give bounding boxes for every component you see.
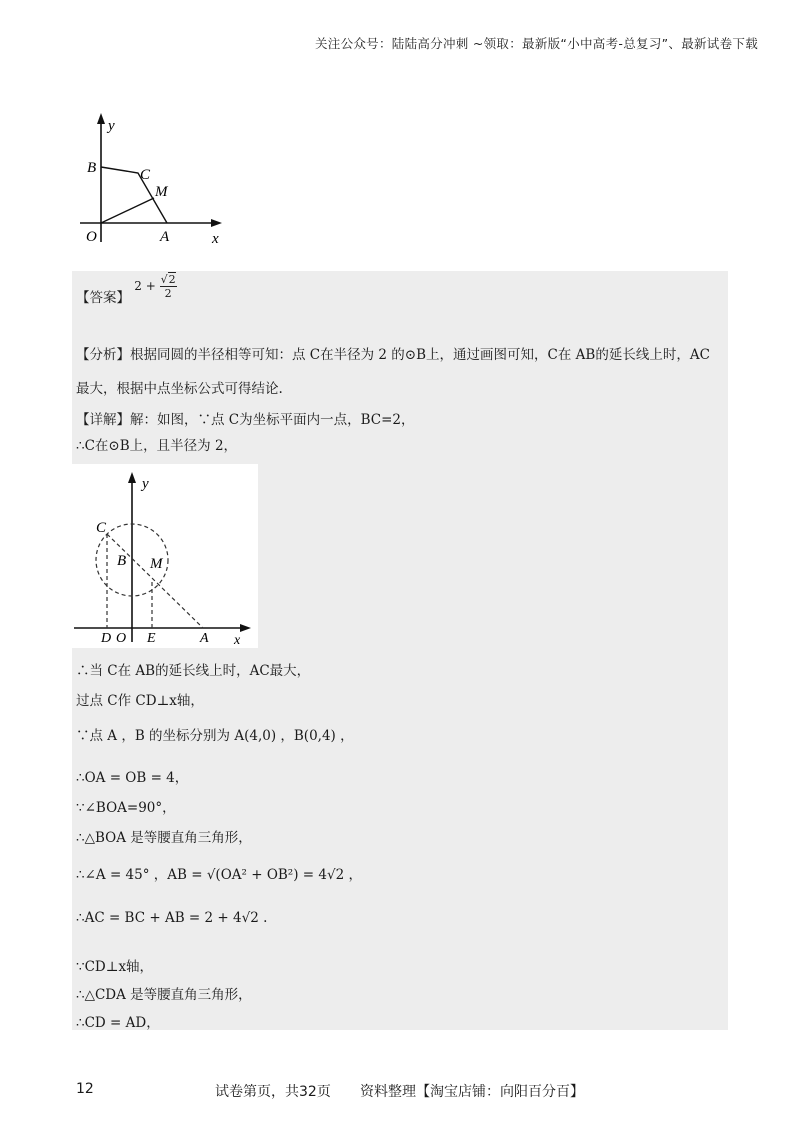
- label-c: C: [96, 520, 107, 536]
- analysis-line-1: 【分析】根据同圆的半径相等可知：点 C在半径为 2 的⊙B上，通过画图可知，C在 AB的延长线上时，AC: [76, 347, 710, 363]
- page-number: 12: [76, 1081, 94, 1097]
- label-x: x: [234, 633, 241, 648]
- answer-denominator: 2: [164, 287, 172, 300]
- step-line: ∵点 A ，B 的坐标分别为 A(4,0) ，B(0,4) ，: [76, 728, 354, 744]
- label-b: B: [117, 553, 127, 569]
- label-a: A: [160, 229, 170, 245]
- label-y: y: [142, 476, 149, 492]
- label-c: C: [140, 167, 151, 183]
- label-y: y: [108, 118, 115, 134]
- y-axis-arrow: [97, 113, 105, 124]
- answer-whole: 2 +: [134, 279, 156, 293]
- label-e: E: [147, 631, 156, 646]
- label-m: M: [155, 184, 168, 200]
- step-line: ∵∠BOA=90°，: [76, 800, 176, 816]
- answer-line: 【答案】 2 + $\frac{√2}{2}$: [76, 273, 176, 306]
- answer-label: 【答案】: [76, 290, 130, 306]
- footer-source: 资料整理【淘宝店铺：向阳百分百】: [360, 1084, 584, 1100]
- detail-line-1: 【详解】解：如图，∵点 C为坐标平面内一点，BC=2，: [76, 412, 415, 428]
- step-line: ∴CD = AD，: [76, 1015, 160, 1031]
- answer-radicand: 2: [168, 273, 176, 286]
- figure-coordinate-diagram-2: [72, 464, 258, 648]
- step-line: 过点 C作 CD⊥x轴，: [76, 693, 204, 709]
- label-d: D: [101, 631, 112, 646]
- figure-coordinate-diagram-1: [72, 110, 232, 250]
- label-x: x: [212, 231, 219, 247]
- label-o: O: [86, 229, 97, 245]
- label-a: A: [200, 631, 209, 646]
- step-line: ∴△BOA 是等腰直角三角形，: [76, 830, 252, 846]
- step-line: ∴∠A = 45° ，AB = √(OA² + OB²) = 4√2 ，: [76, 867, 362, 883]
- step-line: ∴△CDA 是等腰直角三角形，: [76, 987, 252, 1003]
- label-m: M: [150, 556, 163, 572]
- step-line: ∴AC = BC + AB = 2 + 4√2 .: [76, 910, 268, 926]
- x-axis-arrow: [211, 219, 222, 227]
- step-line: ∵CD⊥x轴，: [76, 959, 154, 975]
- label-b: B: [87, 160, 97, 176]
- page-info: 试卷第页，共32页: [215, 1084, 331, 1100]
- label-o: O: [116, 631, 127, 646]
- step-line: ∴OA = OB = 4，: [76, 770, 189, 786]
- analysis-line-2: 最大，根据中点坐标公式可得结论.: [76, 381, 283, 397]
- segment-o-m: [101, 198, 154, 223]
- detail-line-2: ∴C在⊙B上，且半径为 2，: [76, 438, 238, 454]
- page-header: 关注公众号：陆陆高分冲刺 ~领取：最新版“小中高考-总复习”、最新试卷下载: [314, 36, 758, 51]
- step-line: ∴当 C在 AB的延长线上时，AC最大，: [76, 663, 311, 679]
